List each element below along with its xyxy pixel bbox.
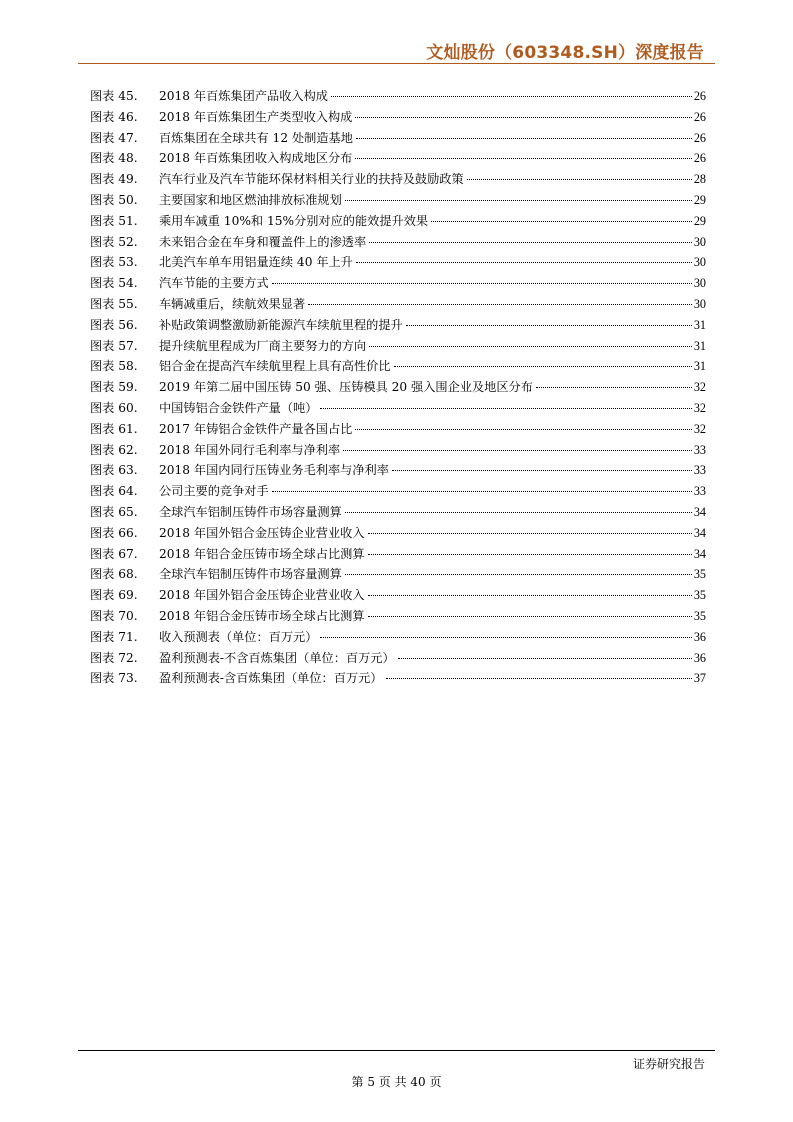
toc-entry-label: 图表 52.	[90, 234, 138, 249]
toc-entry-page: 28	[693, 172, 706, 187]
toc-leader-dots	[343, 450, 692, 451]
toc-entry-title: 2018 年百炼集团生产类型收入构成	[159, 109, 353, 124]
toc-entry[interactable]	[90, 315, 706, 336]
toc-entry[interactable]	[90, 273, 706, 294]
toc-leader-dots	[272, 491, 692, 492]
toc-entry[interactable]	[90, 544, 706, 565]
toc-leader-dots	[368, 595, 692, 596]
toc-entry[interactable]	[90, 627, 706, 648]
toc-entry[interactable]	[90, 211, 706, 232]
toc-entry-title: 2018 年铝合金压铸市场全球占比测算	[159, 608, 365, 623]
toc-entry[interactable]	[90, 564, 706, 585]
toc-entry-page: 30	[693, 234, 706, 249]
toc-entry-page: 31	[693, 359, 706, 374]
toc-leader-dots	[356, 262, 692, 263]
toc-leader-dots	[308, 304, 692, 305]
toc-entry-page: 30	[693, 296, 706, 311]
toc-entry-label: 图表 46.	[90, 109, 138, 124]
toc-entry-page: 30	[693, 255, 706, 270]
toc-entry-title: 2018 年国外铝合金压铸企业营业收入	[159, 525, 365, 540]
toc-entry-title: 2018 年百炼集团产品收入构成	[159, 89, 328, 103]
toc-entry-title: 中国铸铝合金铁件产量（吨）	[159, 400, 318, 415]
toc-entry-page: 37	[693, 671, 706, 686]
toc-entry[interactable]	[90, 128, 706, 149]
report-header-title: 文灿股份（603348.SH）深度报告	[426, 43, 704, 63]
toc-entry-title: 提升续航里程成为厂商主要努力的方向	[159, 338, 367, 353]
toc-entry-label: 图表 73.	[90, 671, 138, 686]
toc-entry-label: 图表 60.	[90, 400, 138, 415]
toc-entry-title: 盈利预测表-不含百炼集团（单位：百万元）	[159, 650, 395, 665]
figure-table-of-contents	[90, 86, 706, 689]
footer-report-type: 证券研究报告	[632, 1057, 705, 1071]
toc-entry-title: 补贴政策调整激励新能源汽车续航里程的提升	[159, 317, 403, 332]
toc-leader-dots	[369, 346, 692, 347]
toc-entry-title: 收入预测表（单位：百万元）	[159, 629, 318, 644]
toc-entry[interactable]	[90, 86, 706, 107]
toc-entry-title: 2019 年第二届中国压铸 50 强、压铸模具 20 强入围企业及地区分布	[159, 380, 533, 395]
toc-entry-page: 35	[693, 608, 706, 623]
toc-leader-dots	[320, 408, 691, 409]
toc-entry-page: 26	[693, 130, 706, 145]
toc-entry-label: 图表 49.	[90, 172, 138, 187]
toc-entry-label: 图表 58.	[90, 359, 138, 374]
toc-entry-label: 图表 57.	[90, 338, 138, 353]
toc-entry-title: 汽车节能的主要方式	[159, 276, 269, 291]
toc-entry-page: 26	[693, 89, 706, 103]
toc-entry-title: 2018 年国外同行毛利率与净利率	[159, 442, 341, 457]
toc-entry-label: 图表 51.	[90, 213, 138, 228]
toc-entry-label: 图表 63.	[90, 463, 138, 478]
toc-entry[interactable]	[90, 481, 706, 502]
toc-entry-label: 图表 55.	[90, 296, 138, 311]
toc-entry-label: 图表 67.	[90, 546, 138, 561]
toc-entry-page: 32	[693, 380, 706, 395]
toc-entry-label: 图表 66.	[90, 525, 138, 540]
toc-entry-page: 34	[693, 525, 706, 540]
toc-entry-title: 2018 年国内同行压铸业务毛利率与净利率	[159, 463, 389, 478]
toc-entry-label: 图表 47.	[90, 130, 138, 145]
toc-entry-page: 36	[693, 650, 706, 665]
toc-leader-dots	[355, 117, 691, 118]
toc-entry[interactable]	[90, 585, 706, 606]
toc-entry-page: 33	[693, 484, 706, 499]
toc-entry-title: 2017 年铸铝合金铁件产量各国占比	[159, 421, 353, 436]
toc-entry-page: 36	[693, 629, 706, 644]
header-divider	[78, 63, 715, 64]
toc-entry-title: 车辆减重后，续航效果显著	[159, 296, 306, 311]
toc-entry-page: 26	[693, 151, 706, 166]
toc-entry[interactable]	[90, 668, 706, 689]
toc-entry-page: 33	[693, 463, 706, 478]
toc-entry[interactable]	[90, 398, 706, 419]
footer-divider	[78, 1050, 715, 1051]
toc-entry[interactable]	[90, 190, 706, 211]
toc-entry-label: 图表 62.	[90, 442, 138, 457]
toc-leader-dots	[467, 179, 692, 180]
toc-entry[interactable]	[90, 169, 706, 190]
toc-leader-dots	[431, 221, 692, 222]
toc-entry-page: 35	[693, 567, 706, 582]
toc-entry-page: 26	[693, 109, 706, 124]
toc-entry-title: 汽车行业及汽车节能环保材料相关行业的扶持及鼓励政策	[159, 172, 464, 187]
toc-entry-label: 图表 54.	[90, 276, 138, 291]
toc-entry-label: 图表 65.	[90, 504, 138, 519]
toc-entry-page: 32	[693, 421, 706, 436]
footer-page-number: 第 5 页 共 40 页	[351, 1075, 442, 1089]
toc-entry-page: 34	[693, 504, 706, 519]
toc-entry-label: 图表 69.	[90, 588, 138, 603]
toc-entry[interactable]	[90, 419, 706, 440]
toc-entry[interactable]	[90, 377, 706, 398]
toc-entry-title: 2018 年百炼集团收入构成地区分布	[159, 151, 353, 166]
toc-entry-label: 图表 45.	[90, 89, 138, 103]
toc-leader-dots	[355, 158, 691, 159]
toc-entry-title: 2018 年铝合金压铸市场全球占比测算	[159, 546, 365, 561]
toc-entry[interactable]	[90, 440, 706, 461]
toc-entry-page: 30	[693, 276, 706, 291]
toc-leader-dots	[406, 325, 692, 326]
toc-entry[interactable]	[90, 148, 706, 169]
toc-entry-label: 图表 50.	[90, 192, 138, 207]
toc-leader-dots	[368, 616, 692, 617]
toc-entry-title: 未来铝合金在车身和覆盖件上的渗透率	[159, 234, 367, 249]
toc-entry-title: 百炼集团在全球共有 12 处制造基地	[159, 130, 353, 145]
toc-entry[interactable]	[90, 252, 706, 273]
toc-entry-page: 33	[693, 442, 706, 457]
toc-entry[interactable]	[90, 502, 706, 523]
toc-entry[interactable]	[90, 523, 706, 544]
toc-entry-page: 29	[693, 213, 706, 228]
toc-entry-label: 图表 71.	[90, 629, 138, 644]
toc-leader-dots	[369, 242, 692, 243]
toc-leader-dots	[345, 574, 692, 575]
toc-entry-title: 全球汽车铝制压铸件市场容量测算	[159, 567, 342, 582]
toc-entry-page: 29	[693, 192, 706, 207]
toc-entry[interactable]	[90, 606, 706, 627]
toc-entry[interactable]	[90, 356, 706, 377]
toc-entry-label: 图表 64.	[90, 484, 138, 499]
toc-entry-page: 31	[693, 338, 706, 353]
toc-entry-title: 2018 年国外铝合金压铸企业营业收入	[159, 588, 365, 603]
toc-leader-dots	[331, 96, 692, 97]
toc-entry-page: 34	[693, 546, 706, 561]
toc-leader-dots	[386, 678, 692, 679]
toc-entry-label: 图表 48.	[90, 151, 138, 166]
toc-leader-dots	[355, 429, 691, 430]
toc-entry-label: 图表 59.	[90, 380, 138, 395]
toc-entry-label: 图表 56.	[90, 317, 138, 332]
toc-entry-label: 图表 68.	[90, 567, 138, 582]
toc-leader-dots	[394, 366, 692, 367]
toc-entry-page: 35	[693, 588, 706, 603]
toc-leader-dots	[345, 512, 692, 513]
toc-entry[interactable]	[90, 648, 706, 669]
toc-entry-page: 32	[693, 400, 706, 415]
toc-entry[interactable]	[90, 460, 706, 481]
toc-entry[interactable]	[90, 232, 706, 253]
toc-entry[interactable]	[90, 107, 706, 128]
toc-leader-dots	[368, 533, 692, 534]
toc-entry-label: 图表 61.	[90, 421, 138, 436]
toc-entry-label: 图表 70.	[90, 608, 138, 623]
toc-leader-dots	[320, 637, 691, 638]
toc-leader-dots	[356, 138, 692, 139]
toc-entry-title: 盈利预测表-含百炼集团（单位：百万元）	[159, 671, 383, 686]
toc-entry-title: 主要国家和地区燃油排放标准规划	[159, 192, 342, 207]
toc-entry-title: 全球汽车铝制压铸件市场容量测算	[159, 504, 342, 519]
toc-leader-dots	[345, 200, 692, 201]
toc-entry-label: 图表 72.	[90, 650, 138, 665]
toc-leader-dots	[398, 658, 692, 659]
toc-leader-dots	[368, 554, 692, 555]
toc-entry-title: 乘用车减重 10%和 15%分别对应的能效提升效果	[159, 213, 429, 228]
toc-entry-title: 公司主要的竞争对手	[159, 484, 269, 499]
toc-entry-label: 图表 53.	[90, 255, 138, 270]
toc-leader-dots	[536, 387, 692, 388]
toc-leader-dots	[392, 470, 692, 471]
toc-entry[interactable]	[90, 294, 706, 315]
toc-entry-page: 31	[693, 317, 706, 332]
toc-entry-title: 铝合金在提高汽车续航里程上具有高性价比	[159, 359, 391, 374]
toc-entry-title: 北美汽车单车用铝量连续 40 年上升	[159, 255, 353, 270]
toc-leader-dots	[272, 283, 692, 284]
toc-entry[interactable]	[90, 336, 706, 357]
